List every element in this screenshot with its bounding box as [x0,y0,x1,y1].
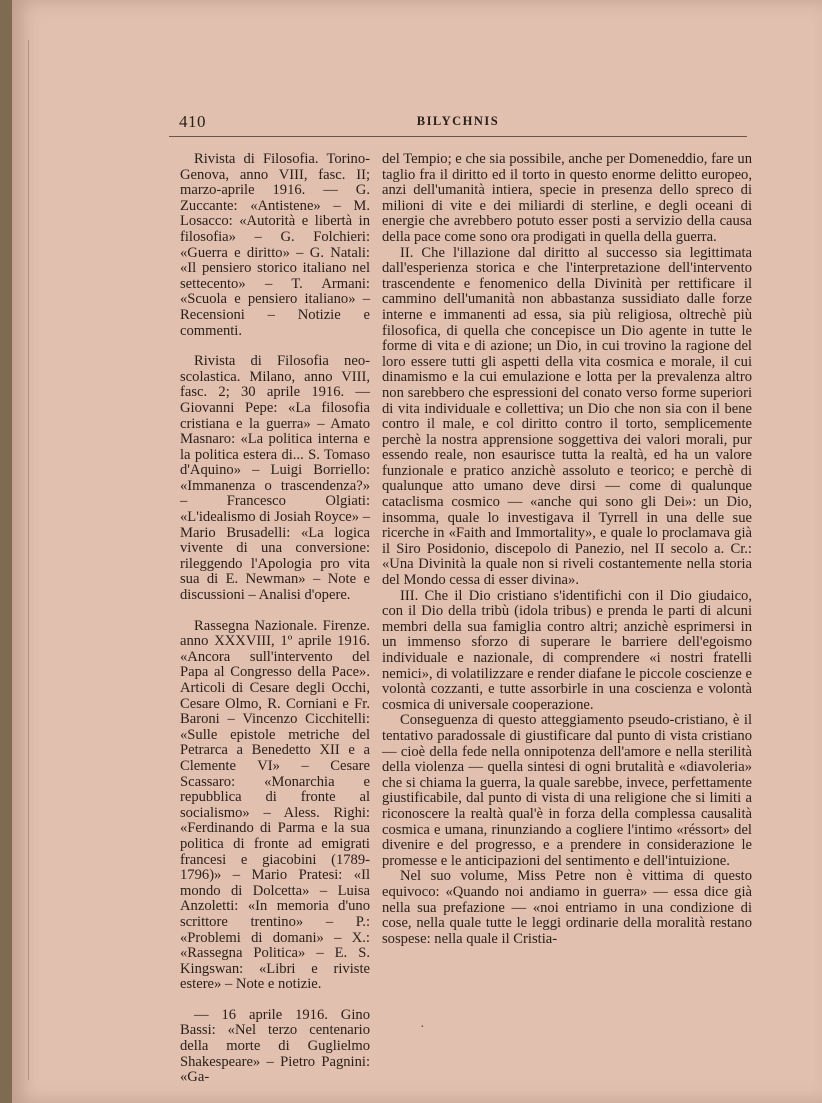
running-header [169,108,747,137]
body-paragraph: III. Che il Dio cristiano s'identifichi con il Dio giudaico, con il Dio della tribù (idola tribus) e prenda le parti di alcuni membri della sua famiglia contro altri; anzichè esprimersi in un immenso sforzo di superare le barriere dell'egoismo individuale e nazionale, di comprendere «i nostri fratelli nemici», di volatilizzare e render diafane le piccole coscienze e volontà cozzanti, e tutte assorbirle in una coscienza e volontà cosmica di universale cooperazione. [382,587,752,713]
body-paragraph: Nel suo volume, Miss Petre non è vittima di questo equivoco: «Quando noi andiamo in guerra» — essa dice già nella sua prefazione — «noi entriamo in una condizione di cose, nella quale tutte le leggi ordinarie della moralità restano sospese: nella quale il Cristia- [382,868,752,947]
page-number: 410 [179,112,206,131]
journal-title: BILYCHNIS [416,114,500,128]
body-paragraph: Conseguenza di questo atteggiamento pseudo-cristiano, è il tentativo paradossale di giustificare dal punto di vista cristiano — cioè della fede nella onnipotenza dell'amore e nella sterilità della violenza — quella sintesi di ogni brutalità e «diavoleria» che si chiama la guerra, la quale sarebbe, invece, perfettamente giustificabile, dal punto di vista di una religione che si limiti a riconoscere la realtà qual'è in forza della complessa causalità cosmica e umana, rinunziando a cogliere l'intimo «réssort» del divenire e del progresso, e a prendere in considerazione le promesse e le anticipazioni del sentimento e dell'intuizione. [382,712,752,869]
left-column [180,152,370,1086]
right-column [382,152,752,947]
review-entry-neo-scolastica: Rivista di Filosofia neo-scolastica. Milano, anno VIII, fasc. 2; 30 aprile 1916. — Giovanni Pepe: «La filosofia cristiana e la guerra» – Amato Masnaro: «La politica interna e la politica estera di... S. Tomaso d'Aquino» – Luigi Borriello: «Immanenza o trascendenza?» – Francesco Olgiati: «L'idealismo di Josiah Royce» – Mario Brusadelli: «La logica vivente di una conversione: rileggendo l'Apologia pro vita sua di E. Newman» – Note e discussioni – Analisi d'opere. [180,353,370,604]
journal-page [12,0,822,1103]
body-paragraph: II. Che l'illazione dal diritto al successo sia legittimata dall'esperienza storica e che l'interpretazione dell'intervento trascendente e fenomenico della Divinità per rettificare il cammino dell'umanità non abbastanza sussidiato dalle forze interne e immanenti ad essa, sia più religiosa, oltrechè più filosofica, di quella che concepisce un Dio agente in tutte le forme di vita e di azione; un Dio, in cui trovino la ragione del loro essere tutti gli aspetti della vita cosmica e morale, il cui dinamismo e la cui emulazione e lotta per la prevalenza altro non sarebbero che espressioni del conato verso forme superiori di vita individuale e collettiva; un Dio che non sia con il bene contro il male, e col diritto contro il torto, semplicemente perchè la nostra apprensione soggettiva dei valori morali, pur essendo reale, non esaurisce tutta la realtà, ed ha un valore funzionale e pratico anzichè assoluto e teorico; e perchè di qualunque atto umano deve dirsi — come di qualunque cataclisma cosmico — «anche qui sono gli Dei»: un Dio, insomma, quale lo investigava il Tyrrell in una delle sue ricerche in «Faith and Immortality», e quale lo proclamava già il Siro Posidonio, discepolo di Panezio, nel II secolo a. Cr.: «Una Divinità la quale non si riveli costantemente nella storia del Mondo cessa di esser divina». [382,244,752,589]
ink-fleck: · [420,1020,425,1035]
page-edge-shadow [28,40,29,1080]
review-entry-rassegna-16-aprile: — 16 aprile 1916. Gino Bassi: «Nel terzo centenario della morte di Guglielmo Shakespeare» – Pietro Pagnini: «Ga- [180,1006,370,1086]
body-paragraph: del Tempio; e che sia possibile, anche per Domeneddio, fare un taglio fra il diritto ed il torto in questo enorme delitto europeo, anzi dell'umanità intiera, specie in presenza dello spreco di milioni di vite e dei miliardi di sterline, e degli oceani di energie che avrebbero potuto esser posti a servizio della causa della pace come sono ora prodigati in quella della guerra. [382,151,752,245]
review-entry-rassegna-nazionale: Rassegna Nazionale. Firenze. anno XXXVIII, 1º aprile 1916. «Ancora sull'intervento del Papa al Congresso della Pace». Articoli di Cesare degli Occhi, Cesare Olmo, R. Corniani e Fr. Baroni – Vincenzo Cicchitelli: «Sulle epistole metriche del Petrarca a Benedetto XII e a Clemente VI» – Cesare Scassaro: «Monarchia e repubblica di fronte al socialismo» – Aless. Righi: «Ferdinando di Parma e la sua politica di fronte ad emigrati francesi e giacobini (1789-1796)» – Mario Pratesi: «Il mondo di Dolcetta» – Luisa Anzoletti: «In memoria d'uno scrittore trentino» – P.: «Problemi di domani» – X.: «Rassegna Politica» – E. S. Kingswan: «Libri e riviste estere» – Note e notizie. [180,617,370,993]
review-entry-rivista-filosofia: Rivista di Filosofia. Torino-Genova, anno VIII, fasc. II; marzo-aprile 1916. — G. Zuccante: «Antistene» – M. Losacco: «Autorità e libertà in filosofia» – G. Folchieri: «Guerra e diritto» – G. Natali: «Il pensiero storico italiano nel settecento» – T. Armani: «Scuola e pensiero italiano» – Recensioni – Notizie e commenti. [180,151,370,339]
